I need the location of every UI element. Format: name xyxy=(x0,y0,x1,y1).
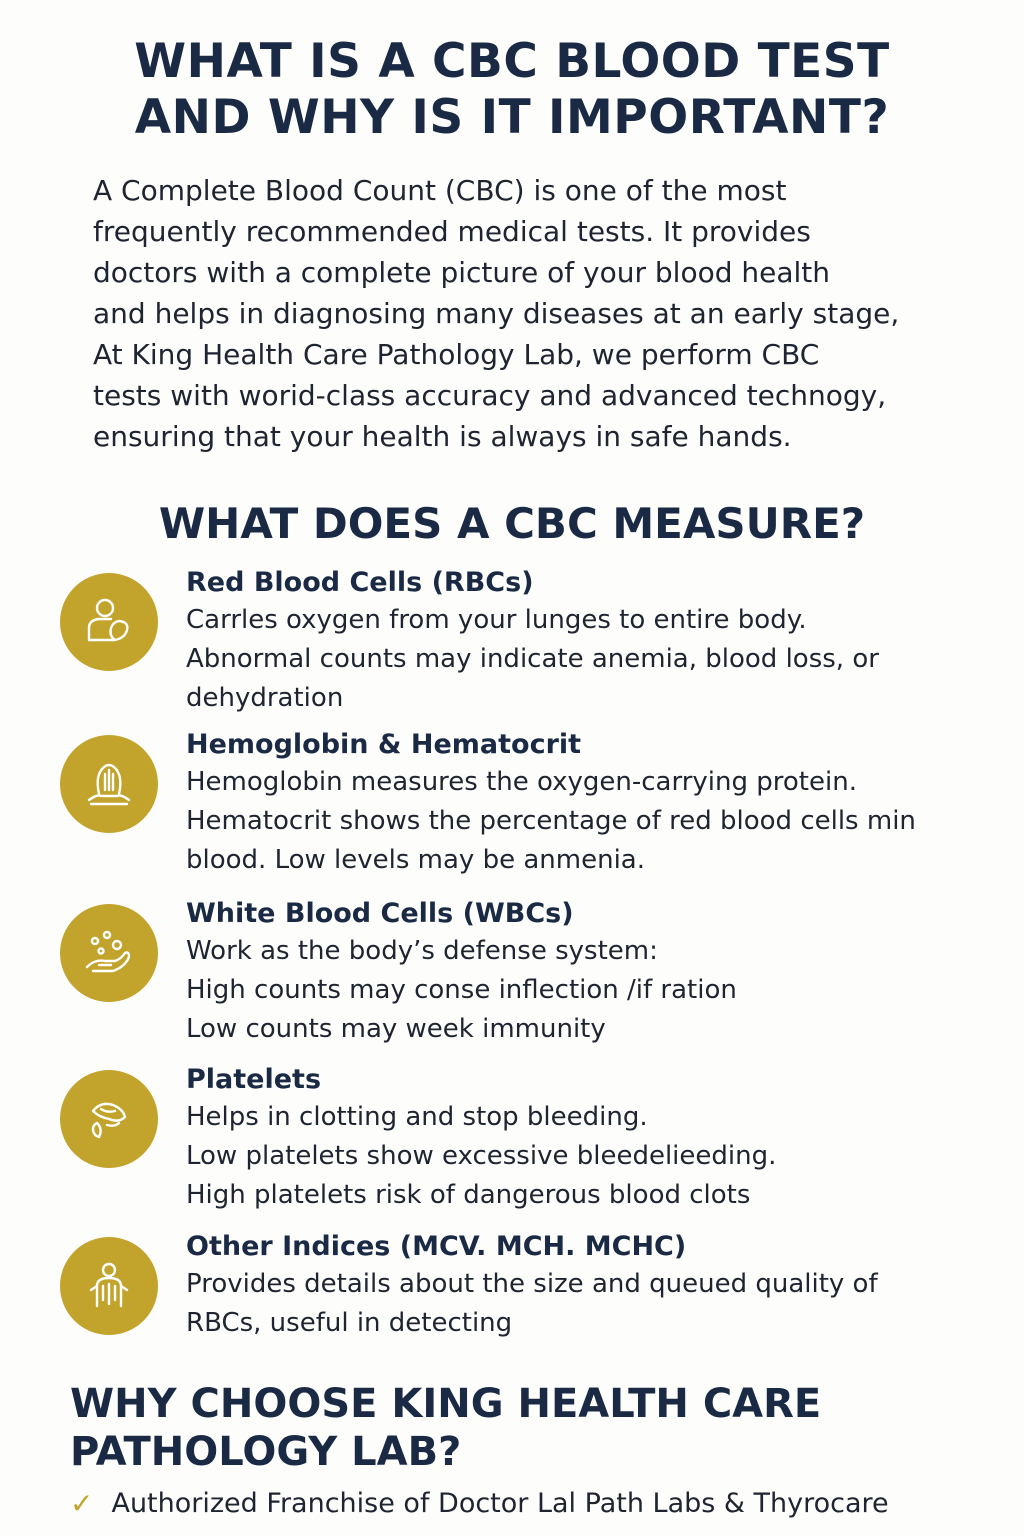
intro-paragraph xyxy=(93,170,963,457)
why-title-line-1: WHY CHOOSE KING HEALTH CARE xyxy=(70,1381,822,1427)
why-title-line-2: PATHOLOGY LAB? xyxy=(70,1429,462,1475)
measure-item-line: Provides details about the size and queued quality of xyxy=(186,1269,878,1299)
measure-item-title: Platelets xyxy=(186,1064,322,1095)
measure-item-title: White Blood Cells (WBCs) xyxy=(186,898,574,929)
why-choose-title xyxy=(70,1380,950,1476)
intro-line: tests with worid-class accuracy and advanced technogy, xyxy=(93,379,887,412)
measure-item-line: Hemoglobin measures the oxygen-carrying protein. xyxy=(186,767,857,797)
measure-item-line: Helps in clotting and stop bleeding. xyxy=(186,1102,648,1132)
measure-item-line: RBCs, useful in detecting xyxy=(186,1308,513,1338)
intro-line: and helps in diagnosing many diseases at an early stage, xyxy=(93,297,900,330)
page-title xyxy=(60,34,964,146)
measure-item-text xyxy=(186,896,956,1049)
platelets-icon xyxy=(60,1070,158,1168)
measure-section-title: WHAT DOES A CBC MEASURE? xyxy=(158,499,866,548)
intro-line: ensuring that your health is always in safe hands. xyxy=(93,420,792,453)
figure-icon xyxy=(60,1237,158,1335)
person-icon xyxy=(60,573,158,671)
measure-item-line: Hematocrit shows the percentage of red blood cells min xyxy=(186,806,916,836)
measure-item-line: Carrles oxygen from your lunges to entire body. xyxy=(186,605,807,635)
measure-item-line: Low platelets show excessive bleedelieeding. xyxy=(186,1141,777,1171)
hand-icon xyxy=(60,735,158,833)
measure-item-line: High platelets risk of dangerous blood clots xyxy=(186,1180,751,1210)
feature-text: Authorized Franchise of Doctor Lal Path Labs & Thyrocare xyxy=(111,1488,889,1519)
feature-item xyxy=(70,1484,970,1524)
measure-item-line: High counts may conse inflection /if ration xyxy=(186,975,737,1005)
check-icon: ✓ xyxy=(70,1487,94,1520)
cells-hand-icon xyxy=(60,904,158,1002)
measure-item-text xyxy=(186,565,956,718)
intro-line: frequently recommended medical tests. It provides xyxy=(93,215,811,248)
measure-item-line: Work as the body’s defense system: xyxy=(186,936,658,966)
measure-item-line: dehydration xyxy=(186,683,344,713)
measure-item-title: Other Indices (MCV. MCH. MCHC) xyxy=(186,1231,687,1262)
measure-item-text xyxy=(186,1062,956,1215)
intro-line: doctors with a complete picture of your blood health xyxy=(93,256,831,289)
title-line-2: AND WHY IS IT IMPORTANT? xyxy=(134,90,890,145)
intro-line: A Complete Blood Count (CBC) is one of the most xyxy=(93,174,787,207)
title-line-1: WHAT IS A CBC BLOOD TEST xyxy=(134,34,890,89)
intro-line: At King Health Care Pathology Lab, we perform CBC xyxy=(93,338,820,371)
measure-item-line: Low counts may week immunity xyxy=(186,1014,606,1044)
measure-item-title: Hemoglobin & Hematocrit xyxy=(186,729,582,760)
measure-item-text xyxy=(186,727,956,880)
measure-item-line: Abnormal counts may indicate anemia, blood loss, or xyxy=(186,644,879,674)
measure-item-title: Red Blood Cells (RBCs) xyxy=(186,567,534,598)
measure-item-text xyxy=(186,1229,956,1343)
measure-item-line: blood. Low levels may be anmenia. xyxy=(186,845,645,875)
